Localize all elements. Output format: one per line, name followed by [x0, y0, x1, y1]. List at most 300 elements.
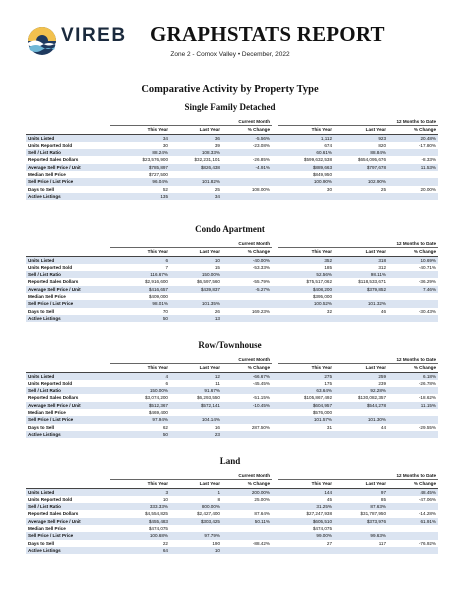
table-cell: 20.00%	[420, 186, 437, 192]
property-type-title: Condo Apartment	[195, 224, 265, 234]
table-cell	[278, 315, 334, 322]
table-cell: 26	[214, 308, 220, 314]
table-cell: 135	[110, 193, 170, 200]
table-cell: 20.48%	[388, 134, 438, 142]
table-row	[26, 387, 438, 394]
table-cell: $31,787,950	[360, 511, 387, 517]
table-cell: 108.00%	[251, 186, 271, 192]
table-row	[26, 300, 438, 307]
table-cell: 820	[378, 142, 387, 148]
table-cell: 39	[214, 142, 220, 148]
table-cell: 352	[278, 256, 334, 264]
table-cell: -30.43%	[418, 308, 437, 314]
current-month-header: Current Month	[110, 356, 272, 364]
table-cell: 23	[170, 431, 222, 438]
table-cell: 11	[215, 380, 220, 386]
table-cell: 102.90%	[334, 178, 388, 185]
table-cell: 62	[162, 424, 168, 430]
table-cell: 88.24%	[110, 149, 170, 156]
table-row	[26, 488, 438, 496]
table-cell: 30	[326, 186, 333, 192]
ytd-header: 12 Months to Date	[278, 240, 438, 248]
table-row	[26, 416, 438, 423]
table-row	[26, 278, 438, 285]
table-cell: -51.15%	[252, 395, 271, 401]
row-label: Median Sell Price	[28, 526, 66, 532]
table-cell	[222, 178, 272, 185]
table-cell: -36.29%	[418, 279, 437, 285]
stats-table	[26, 118, 438, 200]
row-label: Days to Sell	[28, 424, 55, 430]
row-label: Reported Sales Dollars	[28, 279, 79, 285]
table-row	[26, 178, 438, 185]
row-label: Sell / List Ratio	[26, 149, 110, 156]
row-label: Units Reported Sold	[28, 496, 73, 502]
report-subtitle: Zone 2 - Comox Valley • December, 2022	[170, 51, 290, 58]
table-cell: -5.27%	[222, 286, 272, 293]
table-cell: 10	[162, 496, 168, 502]
table-cell	[170, 409, 222, 416]
table-cell: 100.68%	[110, 532, 170, 539]
table-cell: 60.61%	[278, 149, 334, 156]
table-cell: $544,278	[334, 402, 388, 409]
table-cell: 4	[110, 372, 170, 380]
column-header: % Change	[222, 364, 272, 372]
table-cell: $439,837	[170, 286, 222, 293]
table-row	[26, 171, 438, 178]
table-cell: 101.82%	[170, 178, 222, 185]
section-title: Comparative Activity by Property Type	[141, 84, 319, 95]
table-cell	[222, 300, 272, 307]
row-label: Median Sell Price	[28, 172, 66, 178]
row-label: Active Listings	[26, 315, 110, 322]
table-cell: 1	[170, 488, 222, 496]
table-cell: 50.11%	[222, 518, 272, 525]
table-row	[26, 264, 438, 271]
row-label: Sell / List Ratio	[26, 271, 110, 278]
table-cell: 85	[380, 496, 387, 502]
row-label: Units Listed	[26, 372, 110, 380]
column-header-row	[26, 248, 438, 256]
column-header: Last Year	[334, 248, 388, 256]
table-cell: 25.00%	[254, 496, 271, 502]
column-header: % Change	[222, 480, 272, 488]
table-cell: 7	[165, 264, 168, 270]
table-cell: 10	[170, 256, 222, 264]
table-cell: $826,438	[170, 164, 222, 171]
group-header-row	[26, 118, 438, 126]
table-cell: -8.33%	[421, 157, 437, 163]
table-cell: 32	[326, 308, 333, 314]
row-label: Average Sell Price / Unit	[26, 164, 110, 171]
column-header: This Year	[110, 126, 170, 134]
group-header-row	[26, 240, 438, 248]
table-cell: 185	[324, 264, 333, 270]
column-header: This Year	[278, 248, 334, 256]
table-cell: 99.63%	[334, 532, 388, 539]
table-cell: 64	[110, 547, 170, 554]
table-cell: 8	[217, 496, 220, 502]
table-cell	[222, 271, 272, 278]
table-cell: -40.00%	[222, 256, 272, 264]
table-cell: $409,000	[148, 294, 168, 300]
table-row	[26, 518, 438, 525]
table-cell: 150.00%	[110, 387, 170, 394]
table-cell	[388, 416, 438, 423]
table-row	[26, 308, 438, 315]
table-cell: 25	[214, 186, 220, 192]
ytd-header: 12 Months to Date	[278, 118, 438, 126]
table-cell: 800.00%	[170, 503, 222, 510]
table-cell: 101.57%	[278, 416, 334, 423]
table-row	[26, 540, 438, 547]
table-cell	[334, 193, 388, 200]
table-cell: 275	[278, 372, 334, 380]
table-cell: 34	[170, 193, 222, 200]
table-row	[26, 156, 438, 163]
table-cell: 318	[334, 256, 388, 264]
table-cell	[334, 525, 388, 532]
table-cell: 150.00%	[170, 271, 222, 278]
table-cell: $303,425	[170, 518, 222, 525]
table-cell: $3,074,200	[145, 395, 168, 401]
table-row	[26, 293, 438, 300]
table-cell	[222, 315, 272, 322]
table-cell: $797,678	[334, 164, 388, 171]
table-cell: -14.28%	[418, 511, 437, 517]
row-label: Sell / List Ratio	[26, 503, 110, 510]
table-row	[26, 315, 438, 322]
table-cell: 16	[214, 424, 220, 430]
table-cell	[334, 293, 388, 300]
column-header: % Change	[222, 126, 272, 134]
table-cell: 7.46%	[388, 286, 438, 293]
table-cell: 175	[324, 380, 333, 386]
row-label: Units Listed	[26, 488, 110, 496]
table-cell: $23,576,900	[142, 157, 168, 163]
table-row	[26, 380, 438, 387]
table-cell: 190	[212, 540, 220, 546]
column-header-row	[26, 364, 438, 372]
table-row	[26, 134, 438, 142]
table-cell	[222, 171, 272, 178]
table-cell	[222, 416, 272, 423]
table-cell	[170, 525, 222, 532]
table-cell: 91.67%	[170, 387, 222, 394]
table-cell	[278, 193, 334, 200]
table-cell	[388, 525, 438, 532]
table-cell: 50	[110, 431, 170, 438]
table-row	[26, 431, 438, 438]
table-row	[26, 149, 438, 156]
row-label: Reported Sales Dollars	[28, 157, 79, 163]
table-row	[26, 186, 438, 193]
table-cell: -53.33%	[252, 264, 271, 270]
table-cell	[222, 149, 272, 156]
table-cell	[222, 503, 272, 510]
table-cell: 46	[380, 308, 387, 314]
table-cell: -47.06%	[418, 496, 437, 502]
table-cell: 259	[334, 372, 388, 380]
column-header: % Change	[388, 364, 438, 372]
table-cell: $576,000	[312, 410, 333, 416]
row-label: Active Listings	[26, 193, 110, 200]
table-cell: 87.63%	[334, 503, 388, 510]
property-type-block	[0, 223, 460, 343]
row-label: Units Reported Sold	[28, 142, 73, 148]
table-cell: $27,247,938	[306, 511, 333, 517]
table-cell: -4.91%	[222, 164, 272, 171]
table-cell	[222, 293, 272, 300]
table-cell: 6	[165, 380, 168, 386]
table-row	[26, 402, 438, 409]
table-row	[26, 193, 438, 200]
table-cell: $604,957	[278, 402, 334, 409]
table-row	[26, 547, 438, 554]
column-header: Last Year	[334, 364, 388, 372]
table-cell: $32,231,101	[194, 157, 220, 163]
table-cell: -45.45%	[252, 380, 271, 386]
table-row	[26, 164, 438, 171]
column-header: Last Year	[170, 364, 222, 372]
table-cell	[222, 431, 272, 438]
table-row	[26, 256, 438, 264]
table-row	[26, 409, 438, 416]
table-cell	[278, 431, 334, 438]
table-cell: $416,657	[110, 286, 170, 293]
table-cell: $727,500	[148, 172, 168, 178]
table-cell	[388, 431, 438, 438]
table-cell: $6,293,550	[197, 395, 220, 401]
table-cell: -76.92%	[418, 540, 437, 546]
row-label: Median Sell Price	[28, 294, 66, 300]
table-row	[26, 496, 438, 503]
table-cell: 6.18%	[388, 372, 438, 380]
table-cell: 100.52%	[278, 300, 334, 307]
property-type-block	[0, 101, 460, 221]
table-cell: $889,663	[278, 164, 334, 171]
table-cell: $379,852	[334, 286, 388, 293]
table-cell	[388, 193, 438, 200]
row-label: Average Sell Price / Unit	[26, 518, 110, 525]
table-cell: -29.55%	[418, 424, 437, 430]
table-cell	[334, 315, 388, 322]
report-title: GRAPHSTATS REPORT	[150, 22, 385, 46]
table-cell: $6,597,560	[197, 279, 220, 285]
column-header: % Change	[388, 480, 438, 488]
table-cell: -40.71%	[418, 264, 437, 270]
column-header: This Year	[110, 364, 170, 372]
table-cell: 25	[380, 186, 387, 192]
row-label: Active Listings	[26, 431, 110, 438]
column-header: % Change	[222, 248, 272, 256]
table-cell: 31.25%	[278, 503, 334, 510]
table-cell: $408,200	[278, 286, 334, 293]
table-cell: $474,075	[148, 526, 168, 532]
row-label: Units Listed	[26, 256, 110, 264]
table-cell: 3	[110, 488, 170, 496]
table-row	[26, 271, 438, 278]
table-cell	[388, 178, 438, 185]
table-cell: $2,916,600	[145, 279, 168, 285]
current-month-header: Current Month	[110, 118, 272, 126]
column-header-row	[26, 126, 438, 134]
row-label: Sell Price / List Price	[26, 178, 110, 185]
table-cell	[388, 149, 438, 156]
table-cell	[222, 387, 272, 394]
table-cell: 674	[324, 142, 333, 148]
row-label: Median Sell Price	[28, 410, 66, 416]
table-cell: 22	[162, 540, 168, 546]
table-cell	[388, 547, 438, 554]
table-row	[26, 372, 438, 380]
table-cell: $130,082,357	[357, 395, 387, 401]
table-row	[26, 286, 438, 293]
logo-text: VIREB	[61, 25, 127, 46]
table-cell	[388, 532, 438, 539]
table-cell: 27	[326, 540, 333, 546]
stats-table	[26, 356, 438, 438]
table-cell	[388, 503, 438, 510]
table-cell: $373,976	[334, 518, 388, 525]
table-cell	[222, 193, 272, 200]
table-cell: $474,075	[312, 526, 333, 532]
row-label: Active Listings	[26, 547, 110, 554]
table-cell: 63.64%	[278, 387, 334, 394]
table-cell: 36	[170, 134, 222, 142]
table-cell	[388, 315, 438, 322]
table-cell	[334, 431, 388, 438]
table-row	[26, 142, 438, 149]
property-type-title: Single Family Detached	[184, 102, 276, 112]
table-cell	[334, 409, 388, 416]
table-cell	[334, 547, 388, 554]
table-cell: 31	[326, 424, 333, 430]
column-header: Last Year	[170, 126, 222, 134]
table-cell: 99.00%	[278, 532, 334, 539]
stats-table	[26, 240, 438, 322]
table-cell: 97.94%	[110, 416, 170, 423]
column-header: This Year	[278, 126, 334, 134]
table-cell: 88.84%	[334, 149, 388, 156]
table-cell	[334, 171, 388, 178]
table-cell: 50	[110, 315, 170, 322]
row-label: Units Reported Sold	[28, 380, 73, 386]
table-cell: 117	[378, 540, 387, 546]
column-header: This Year	[278, 480, 334, 488]
property-type-block	[0, 339, 460, 459]
table-cell: $785,897	[110, 164, 170, 171]
property-type-title: Land	[219, 456, 241, 466]
table-cell: $4,554,825	[145, 511, 168, 517]
table-cell: 15	[214, 264, 220, 270]
property-type-block	[0, 455, 460, 575]
report-header	[0, 0, 460, 70]
column-header: Last Year	[170, 480, 222, 488]
table-row	[26, 503, 438, 510]
table-cell: 333.33%	[110, 503, 170, 510]
table-cell: 30	[162, 142, 168, 148]
table-cell: 101.32%	[334, 300, 388, 307]
table-cell: -66.67%	[222, 372, 272, 380]
column-header: This Year	[110, 480, 170, 488]
column-header: This Year	[278, 364, 334, 372]
row-label: Sell Price / List Price	[26, 300, 110, 307]
table-cell: 104.14%	[170, 416, 222, 423]
table-cell: 101.35%	[170, 300, 222, 307]
table-cell: 52.56%	[278, 271, 334, 278]
table-cell: $654,095,676	[357, 157, 387, 163]
table-cell: 10	[170, 547, 222, 554]
table-cell: 101.30%	[334, 416, 388, 423]
group-header-row	[26, 356, 438, 364]
table-cell: 923	[334, 134, 388, 142]
property-type-title: Row/Townhouse	[198, 340, 262, 350]
row-label: Average Sell Price / Unit	[26, 402, 110, 409]
row-label: Sell / List Ratio	[26, 387, 110, 394]
table-row	[26, 525, 438, 532]
table-cell: 97	[334, 488, 388, 496]
group-header-row	[26, 472, 438, 480]
table-cell: $2,427,400	[197, 511, 220, 517]
table-row	[26, 394, 438, 401]
table-cell	[222, 409, 272, 416]
table-cell: $849,950	[312, 172, 333, 178]
ytd-header: 12 Months to Date	[278, 356, 438, 364]
stats-table	[26, 472, 438, 554]
column-header: % Change	[388, 126, 438, 134]
table-cell: 11.15%	[388, 402, 438, 409]
table-cell	[170, 293, 222, 300]
table-cell: 45	[326, 496, 333, 502]
ytd-header: 12 Months to Date	[278, 472, 438, 480]
table-cell: 70	[162, 308, 168, 314]
table-cell: $599,632,538	[303, 157, 333, 163]
table-cell	[278, 547, 334, 554]
table-cell: -17.80%	[418, 142, 437, 148]
table-cell: 13	[170, 315, 222, 322]
table-cell	[222, 532, 272, 539]
table-cell: -23.08%	[252, 142, 271, 148]
table-cell: 34	[110, 134, 170, 142]
table-cell: 92.28%	[334, 387, 388, 394]
column-header: Last Year	[170, 248, 222, 256]
table-cell: 6	[110, 256, 170, 264]
table-cell: -26.78%	[418, 380, 437, 386]
table-cell	[222, 525, 272, 532]
row-label: Reported Sales Dollars	[28, 395, 79, 401]
row-label: Days to Sell	[28, 540, 55, 546]
table-cell: 61.91%	[388, 518, 438, 525]
column-header: Last Year	[334, 480, 388, 488]
table-cell: 97.79%	[170, 532, 222, 539]
row-label: Sell Price / List Price	[26, 532, 110, 539]
table-cell	[388, 293, 438, 300]
table-cell: 1,112	[278, 134, 334, 142]
column-header: Last Year	[334, 126, 388, 134]
table-cell: 96.04%	[110, 178, 170, 185]
table-cell: 287.50%	[251, 424, 271, 430]
row-label: Sell Price / List Price	[26, 416, 110, 423]
table-cell: 100.90%	[278, 178, 334, 185]
table-cell: $605,510	[278, 518, 334, 525]
row-label: Units Reported Sold	[28, 264, 73, 270]
table-cell: 12	[170, 372, 222, 380]
table-cell	[388, 387, 438, 394]
table-cell: 312	[378, 264, 387, 270]
table-cell: 10.69%	[388, 256, 438, 264]
table-cell	[388, 409, 438, 416]
